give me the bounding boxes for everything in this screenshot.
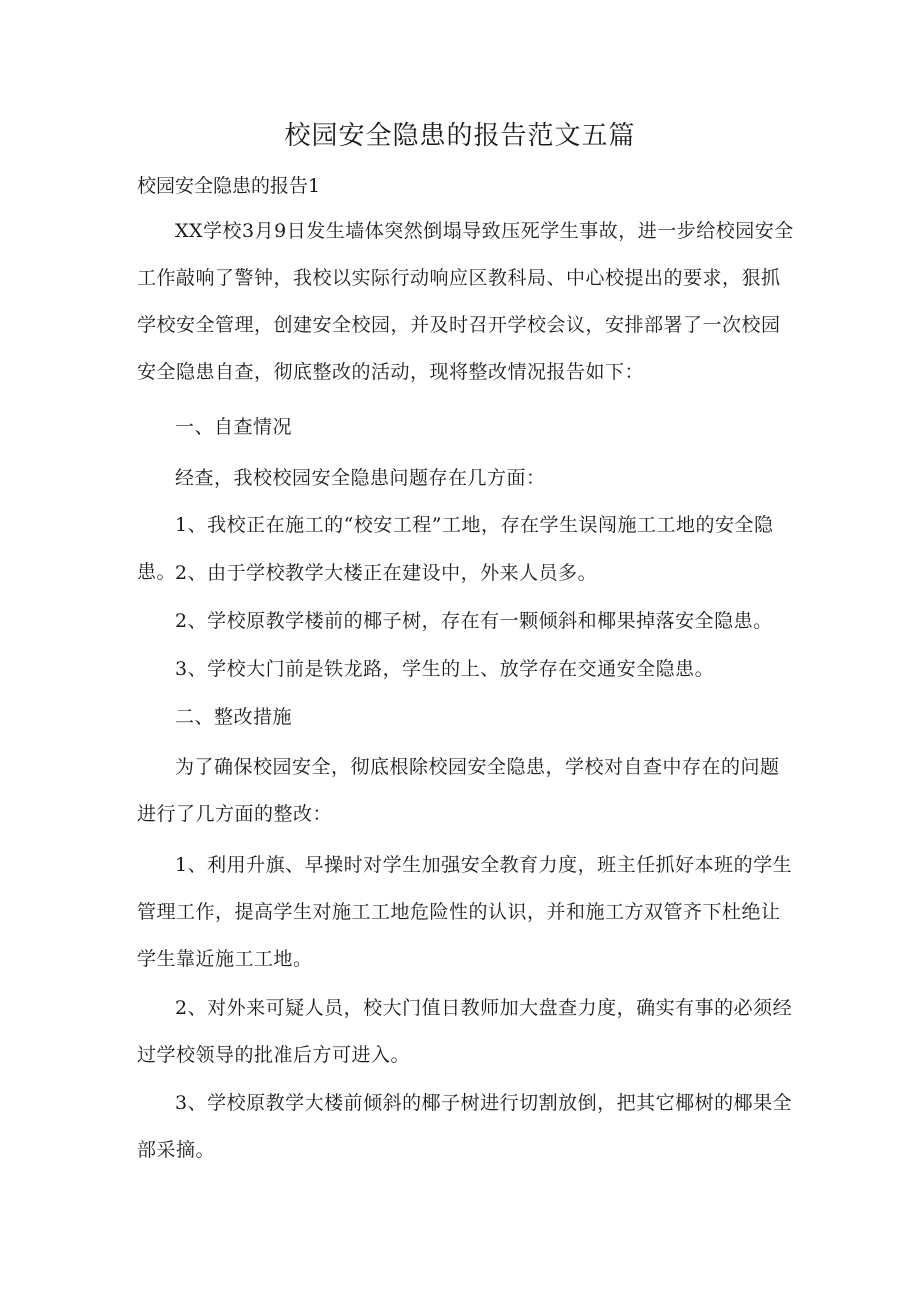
paragraph-measure-3: 3、学校原教学大楼前倾斜的椰子树进行切割放倒，把其它椰树的椰果全部采摘。	[137, 1092, 793, 1161]
paragraph-issue-4: 3、学校大门前是铁龙路，学生的上、放学存在交通安全隐患。	[175, 658, 715, 680]
paragraph-issue-3: 2、学校原教学楼前的椰子树，存在有一颗倾斜和椰果掉落安全隐患。	[175, 610, 773, 632]
paragraph-measure-1: 1、利用升旗、早操时对学生加强安全教育力度，班主任抓好本班的学生管理工作，提高学生对施工工地危险性的认识，并和施工方双管齐下杜绝让学生靠近施工工地。	[137, 854, 793, 970]
document-title: 校园安全隐患的报告范文五篇	[284, 121, 636, 151]
paragraph-self-check-summary: 经查，我校校园安全隐患问题存在几方面：	[175, 467, 546, 489]
paragraph-intro: XX学校3月9日发生墙体突然倒塌导致压死学生事故，进一步给校园安全工作敲响了警钟，我校以实际行动响应区教科局、中心校提出的要求，狠抓学校安全管理，创建安全校园，并及时召开学校会议，安排部署了一次校园安全隐患自查，彻底整改的活动，现将整改情况报告如下：	[137, 220, 794, 383]
section-subtitle: 校园安全隐患的报告1	[137, 175, 321, 197]
paragraph-heading-self-check: 一、自查情况	[175, 416, 293, 438]
paragraph-heading-measures: 二、整改措施	[175, 706, 293, 728]
paragraph-issue-2: 2、由于学校教学大楼正在建设中，外来人员多。	[175, 562, 598, 584]
paragraph-measures-intro: 为了确保校园安全，彻底根除校园安全隐患，学校对自查中存在的问题进行了几方面的整改：	[137, 756, 780, 825]
paragraph-measure-2: 2、对外来可疑人员，校大门值日教师加大盘查力度，确实有事的必须经过学校领导的批准后方可进入。	[137, 997, 793, 1066]
paragraph-issue-1: 1、我校正在施工的“校安工程”工地，存在学生误闯施工工地的安全隐患。	[137, 514, 774, 583]
